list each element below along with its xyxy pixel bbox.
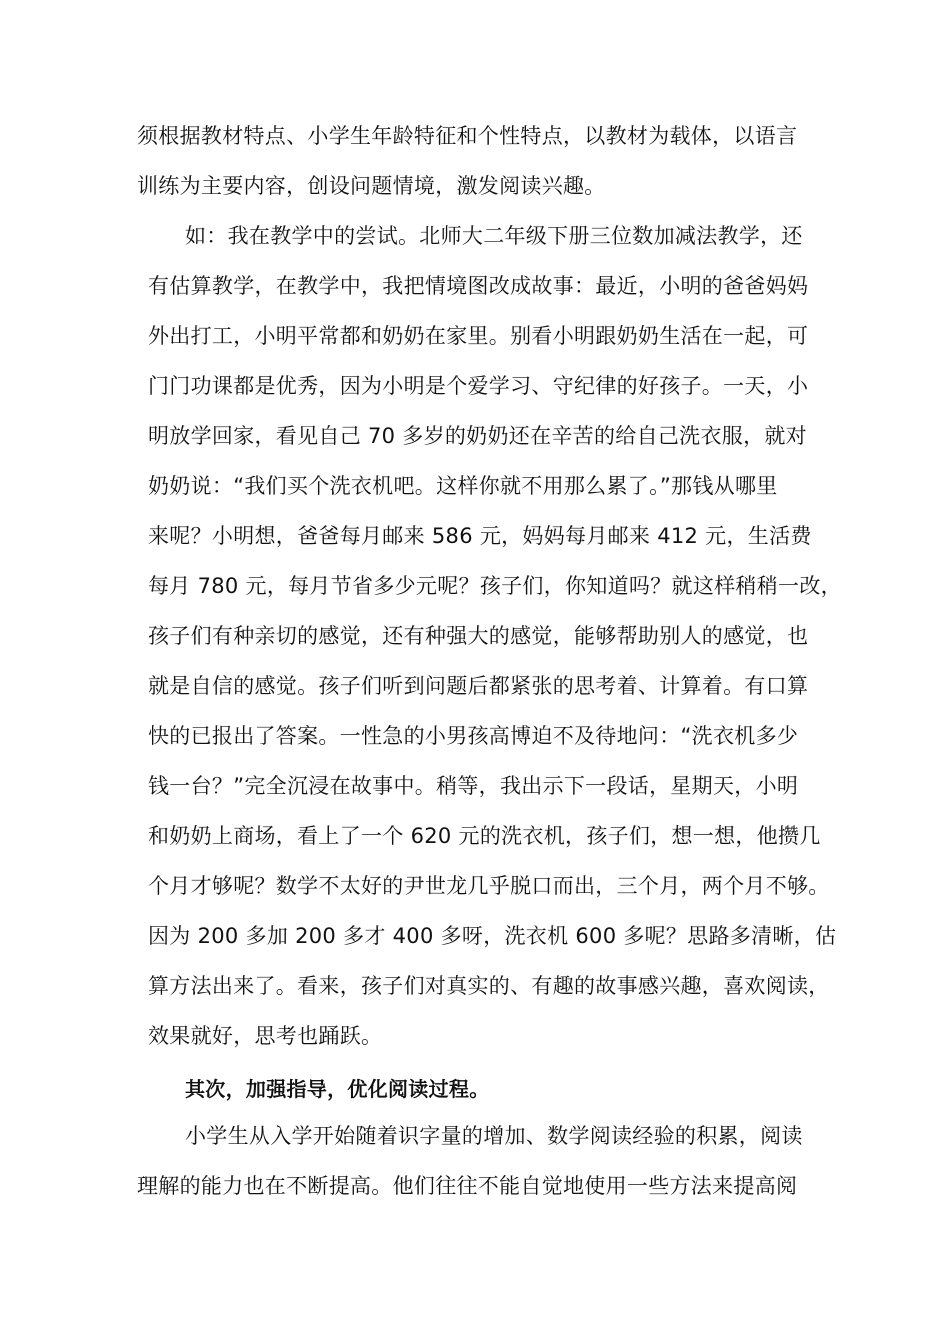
text-line: 孩子们有种亲切的感觉，还有种强大的感觉，能够帮助别人的感觉，也 — [148, 624, 809, 648]
text-line: 如：我在教学中的尝试。北师大二年级下册三位数加减法教学，还 — [185, 224, 803, 248]
text-line: 理解的能力也在不断提高。他们往往不能自觉地使用一些方法来提高阅 — [137, 1174, 798, 1198]
text-line: 效果就好，思考也踊跃。 — [148, 1024, 383, 1048]
text-line: 须根据教材特点、小学生年龄特征和个性特点，以教材为载体，以语言 — [137, 124, 798, 148]
text-line: 外出打工，小明平常都和奶奶在家里。别看小明跟奶奶生活在一起，可 — [148, 324, 809, 348]
text-line: 和奶奶上商场，看上了一个 620 元的洗衣机，孩子们，想一想，他攒几 — [148, 824, 821, 848]
text-line: 算方法出来了。看来，孩子们对真实的、有趣的故事感兴趣，喜欢阅读， — [148, 974, 830, 998]
text-line: 个月才够呢？数学不太好的尹世龙几乎脱口而出，三个月，两个月不够。 — [148, 874, 830, 898]
text-line: 小学生从入学开始随着识字量的增加、数学阅读经验的积累，阅读 — [185, 1124, 803, 1148]
text-line: 钱一台？”完全沉浸在故事中。稍等，我出示下一段话，星期天，小明 — [148, 774, 799, 798]
text-line: 奶奶说：“我们买个洗衣机吧。这样你就不用那么累了。”那钱从哪里 — [148, 474, 778, 498]
text-line: 有估算教学，在教学中，我把情境图改成故事：最近，小明的爸爸妈妈 — [148, 274, 809, 298]
text-line: 训练为主要内容，创设问题情境，激发阅读兴趣。 — [137, 174, 606, 198]
text-line: 明放学回家，看见自己 70 多岁的奶奶还在辛苦的给自己洗衣服，就对 — [148, 424, 807, 448]
text-line: 门门功课都是优秀，因为小明是个爱学习、守纪律的好孩子。一天，小 — [148, 374, 809, 398]
text-line: 因为 200 多加 200 多才 400 多呀，洗衣机 600 多呢？思路多清晰，估 — [148, 924, 837, 948]
text-line: 来呢？小明想，爸爸每月邮来 586 元，妈妈每月邮来 412 元，生活费 — [148, 524, 812, 548]
text-line: 快的已报出了答案。一性急的小男孩高博迫不及待地问：“洗衣机多少 — [148, 724, 799, 748]
text-line: 每月 780 元，每月节省多少元呢？孩子们，你知道吗？就这样稍稍一改， — [148, 574, 842, 598]
text-line: 就是自信的感觉。孩子们听到问题后都紧张的思考着、计算着。有口算 — [148, 674, 809, 698]
section-heading: 其次，加强指导，优化阅读过程。 — [185, 1077, 490, 1101]
